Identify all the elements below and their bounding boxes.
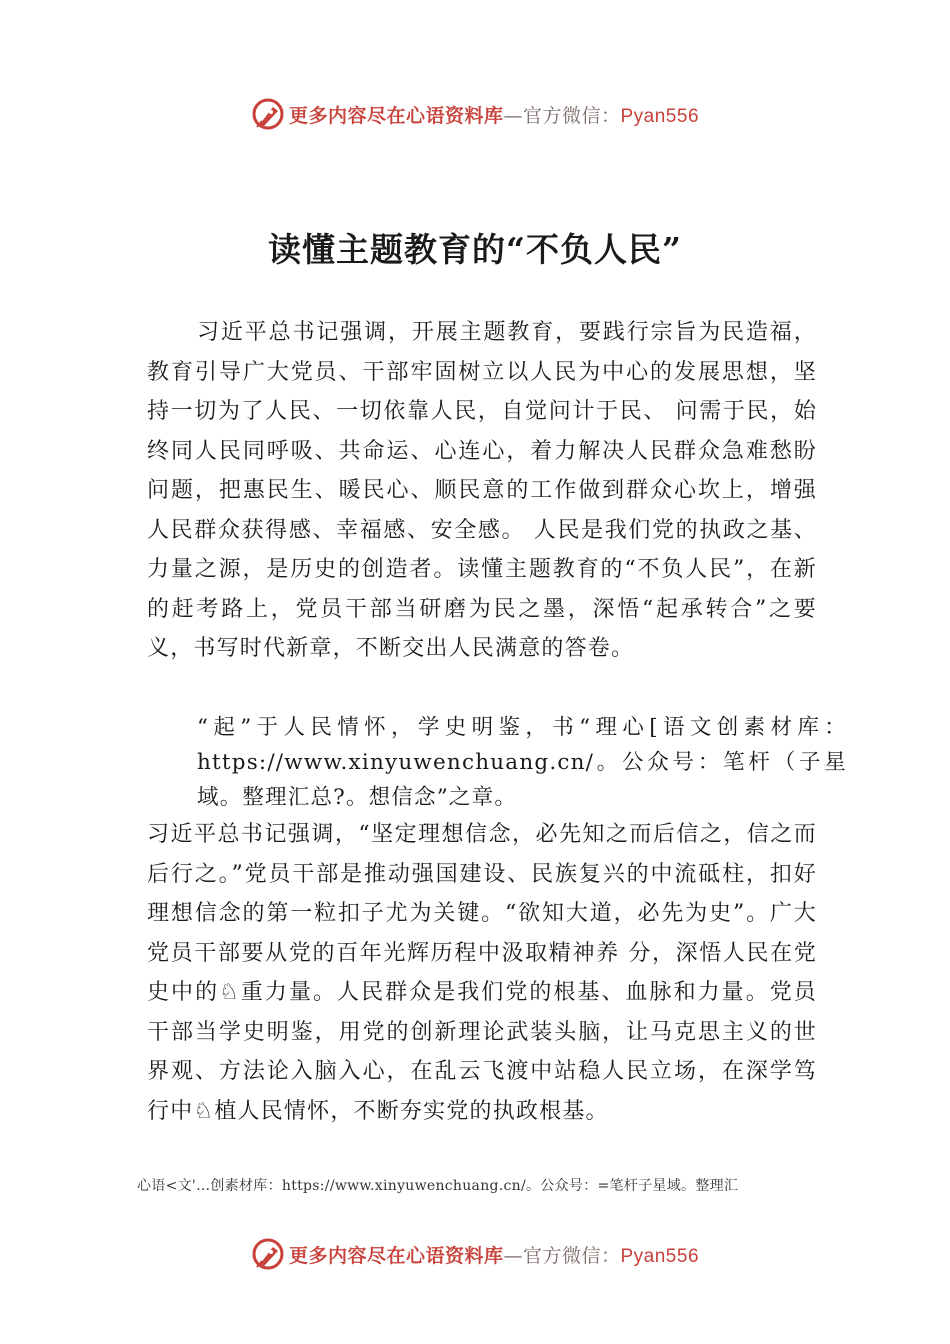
banner-wechat-id: Pyan556 [620,105,700,127]
paragraph-section-heading: “起”于人民情怀，学史明鉴，书“理心[语文创素材库：https://www.xinyuwenchuang.cn/。公众号：笔杆（子星域。整理汇总?。想信念”之章。 [197,715,847,810]
banner-wechat-id: Pyan556 [620,1245,700,1267]
banner-library-text: 更多内容尽在心语资料库 [288,1244,504,1267]
banner-text [289,1241,699,1268]
footer-banner [0,1234,950,1274]
pen-nib-logo-icon [251,1237,285,1271]
header-banner [0,94,950,134]
paragraph-intro: 习近平总书记强调，开展主题教育，要践行宗旨为民造福，教育引导广大党员、干部牢固树立以人民为中心的发展思想，坚持一切为了人民、一切依靠人民，自觉问计于民、 问需于民，始终同人民同呼吸、共命运、心连心，着力解决人民群众急难愁盼问题，把惠民生、暖民心、顺民意的工作做到群众心坎上，增强人民群众获得感、幸福感、安全感。 人民是我们党的执政之基、力量之源，是历史的创造者。读懂主题教育的“不负人民”，在新的赶考路上，党员干部当研磨为民之墨，深悟“起承转合”之要义，书写时代新章，不断交出人民满意的答卷。 [147,320,817,661]
footnote-source: 心语<文'…创素材库：https://www.xinyuwenchuang.cn/。公众号：=笔杆子星域。整理汇 [137,1178,739,1194]
banner-library-text: 更多内容尽在心语资料库 [288,104,504,127]
banner-official-text: —官方微信： [503,104,621,127]
banner-official-text: —官方微信： [503,1244,621,1267]
pen-nib-logo-icon [251,97,285,131]
banner-text [289,101,699,128]
paragraph-body: 习近平总书记强调，“坚定理想信念，必先知之而后信之，信之而后行之。”党员干部是推动强国建设、民族复兴的中流砥柱，扣好理想信念的第一粒扣子尤为关键。“欲知大道，必先为史”。广大党员干部要从党的百年光辉历程中汲取精神养 分，深悟人民在党史中的♘重力量。人民群众是我们党的根基、血脉和力量。党员干部当学史明鉴，用党的创新理论武装头脑，让马克思主义的世界观、方法论入脑入心，在乱云飞渡中站稳人民立场，在深学笃行中♘植人民情怀，不断夯实党的执政根基。 [147,822,817,1124]
page-title: 读懂主题教育的“不负人民” [268,230,682,270]
